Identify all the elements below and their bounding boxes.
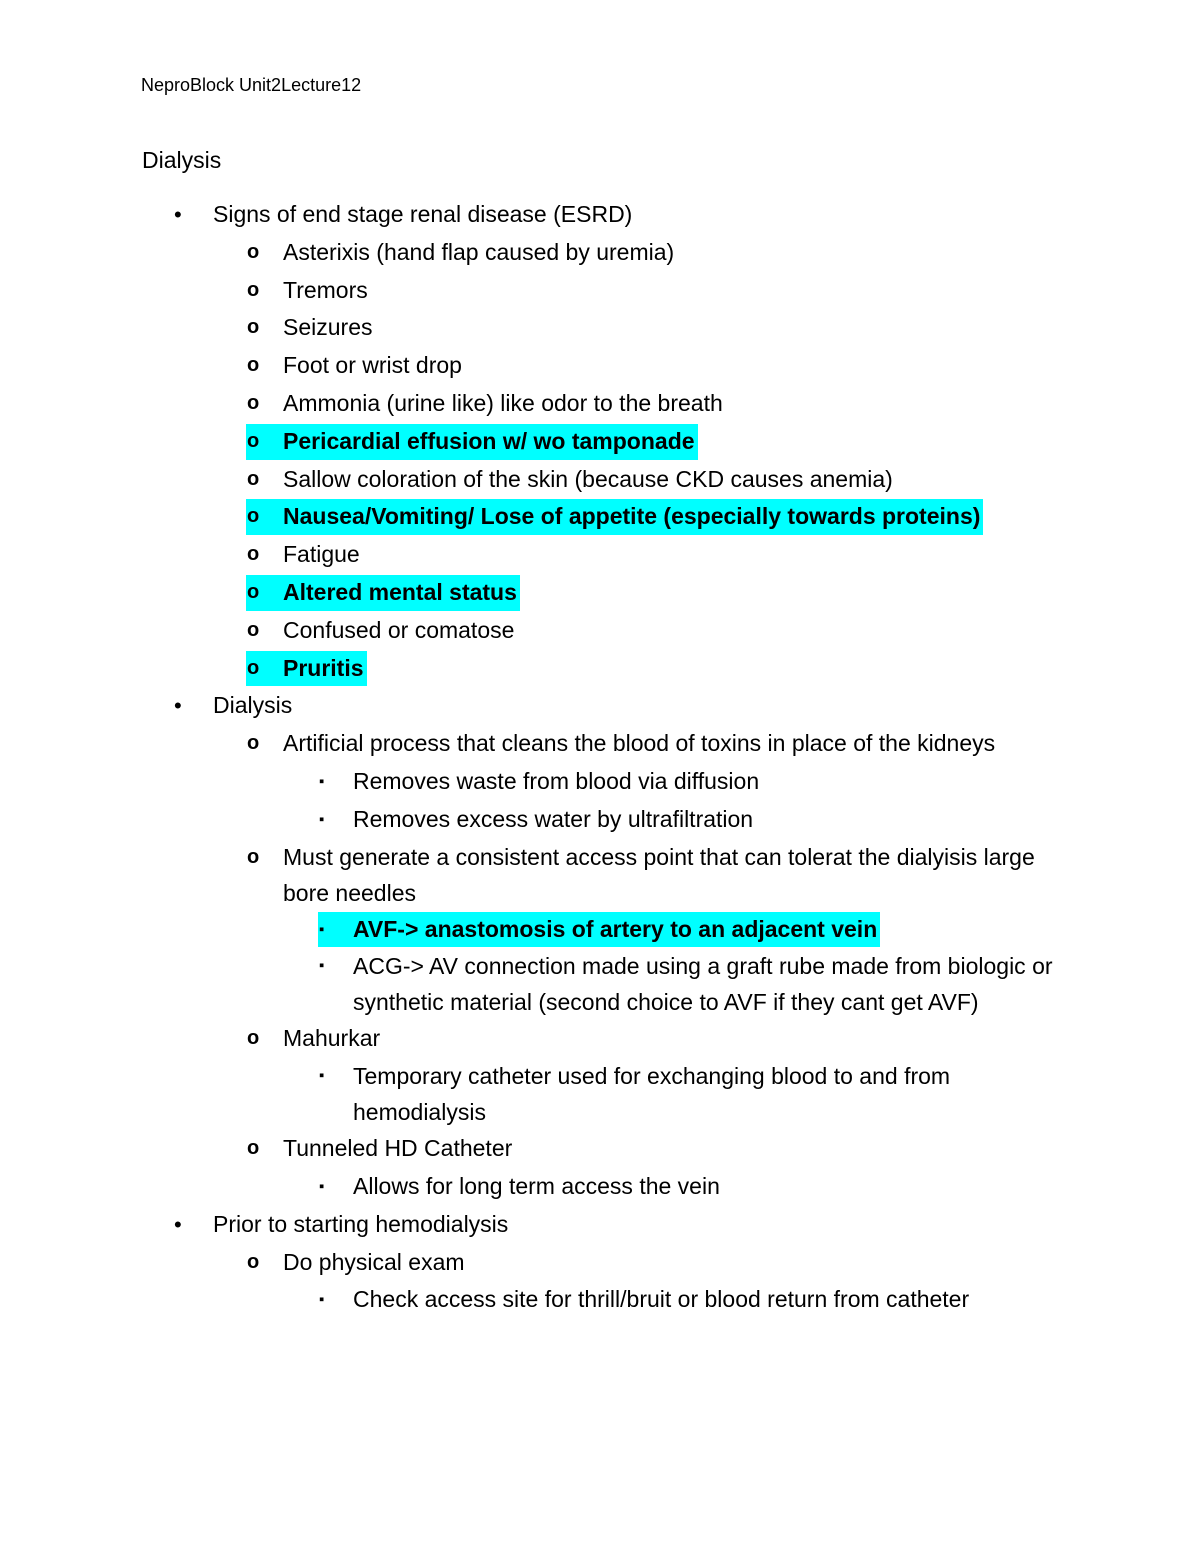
bullet-square-icon: ▪ [319, 1177, 325, 1195]
list-item-level-2 [0, 1130, 1200, 1168]
list-item-level-1 [0, 687, 1200, 725]
bullet-circle-icon: o [247, 1027, 260, 1050]
list-item-level-2 [0, 309, 1200, 347]
list-item-text: Pruritis [283, 654, 364, 681]
list-item-text: ACG-> AV connection made using a graft rube made from biologic or synthetic material (second choice to AVF if they cant get AVF) [353, 953, 1053, 1016]
list-item-level-2 [0, 498, 1200, 536]
list-item-text: Do physical exam [283, 1248, 465, 1275]
bullet-square-icon: ▪ [319, 1291, 325, 1309]
list-item-level-3 [0, 1281, 1200, 1319]
list-item-level-3 [0, 911, 1200, 949]
list-item-level-2 [0, 385, 1200, 423]
list-item-text: Removes excess water by ultrafiltration [353, 805, 754, 832]
list-item-text: Altered mental status [283, 578, 517, 605]
list-item-level-2 [0, 1020, 1200, 1058]
bullet-circle-icon: o [247, 391, 260, 414]
list-item-text: Seizures [283, 314, 373, 341]
bullet-circle-icon: o [247, 505, 260, 528]
bullet-circle-icon: o [247, 543, 260, 566]
list-item-text: Foot or wrist drop [283, 352, 462, 379]
list-item-text: Asterixis (hand flap caused by uremia) [283, 238, 675, 265]
list-item-level-2 [0, 839, 1200, 911]
list-item-text: Ammonia (urine like) like odor to the breath [283, 389, 723, 416]
list-item-level-2 [0, 725, 1200, 763]
list-item-text: Check access site for thrill/bruit or blood return from catheter [353, 1286, 970, 1313]
bullet-circle-icon: o [247, 1137, 260, 1160]
outline-list [0, 196, 1200, 1319]
bullet-circle-icon: o [247, 429, 260, 452]
list-item-level-2 [0, 423, 1200, 461]
page-header: NeproBlock Unit2Lecture12 [141, 75, 362, 95]
list-item-text: Prior to starting hemodialysis [213, 1210, 509, 1237]
list-item-text: Sallow coloration of the skin (because CKD causes anemia) [283, 465, 893, 492]
list-item-text: Mahurkar [283, 1025, 381, 1052]
list-item-text: Allows for long term access the vein [353, 1172, 720, 1199]
bullet-circle-icon: o [247, 580, 260, 603]
bullet-disc-icon: • [174, 693, 182, 719]
bullet-disc-icon: • [174, 1211, 182, 1237]
list-item-level-2 [0, 536, 1200, 574]
list-item-level-2 [0, 612, 1200, 650]
bullet-circle-icon: o [247, 467, 260, 490]
bullet-circle-icon: o [247, 278, 260, 301]
list-item-text: Dialysis [213, 692, 293, 719]
list-item-text: Tremors [283, 276, 368, 303]
bullet-circle-icon: o [247, 354, 260, 377]
list-item-level-2 [0, 272, 1200, 310]
list-item-level-2 [0, 347, 1200, 385]
list-item-text: Removes waste from blood via diffusion [353, 767, 760, 794]
list-item-level-3 [0, 1168, 1200, 1206]
list-item-text: Confused or comatose [283, 616, 515, 643]
list-item-level-3 [0, 948, 1200, 1020]
bullet-disc-icon: • [174, 202, 182, 227]
bullet-circle-icon: o [247, 656, 260, 679]
bullet-circle-icon: o [247, 845, 260, 868]
list-item-text: Nausea/Vomiting/ Lose of appetite (especially towards proteins) [283, 503, 981, 530]
list-item-level-3 [0, 763, 1200, 801]
bullet-square-icon: ▪ [319, 772, 325, 790]
list-item-text: Must generate a consistent access point that can tolerat the dialyisis large bore needles [283, 843, 1035, 906]
list-item-level-1 [0, 196, 1200, 234]
bullet-circle-icon: o [247, 1250, 260, 1273]
list-item-text: Artificial process that cleans the blood of toxins in place of the kidneys [283, 730, 996, 757]
list-item-text: Signs of end stage renal disease (ESRD) [213, 201, 633, 227]
bullet-square-icon: ▪ [319, 957, 325, 975]
bullet-circle-icon: o [247, 316, 260, 339]
list-item-level-3 [0, 801, 1200, 839]
list-item-level-2 [0, 574, 1200, 612]
bullet-square-icon: ▪ [319, 920, 325, 938]
list-item-text: AVF-> anastomosis of artery to an adjacent vein [353, 915, 878, 942]
list-item-text: Fatigue [283, 541, 360, 568]
list-item-text: Temporary catheter used for exchanging blood to and from hemodialysis [353, 1063, 951, 1126]
section-title: Dialysis [142, 147, 222, 173]
bullet-circle-icon: o [247, 618, 260, 641]
list-item-level-3 [0, 1058, 1200, 1130]
bullet-square-icon: ▪ [319, 1067, 325, 1085]
list-item-level-2 [0, 461, 1200, 499]
bullet-circle-icon: o [247, 732, 260, 755]
list-item-text: Tunneled HD Catheter [283, 1135, 513, 1162]
bullet-square-icon: ▪ [319, 810, 325, 828]
bullet-circle-icon: o [247, 240, 260, 263]
list-item-level-2 [0, 650, 1200, 688]
list-item-text: Pericardial effusion w/ wo tamponade [283, 427, 695, 454]
list-item-level-2 [0, 234, 1200, 272]
list-item-level-2 [0, 1244, 1200, 1282]
list-item-level-1 [0, 1206, 1200, 1244]
